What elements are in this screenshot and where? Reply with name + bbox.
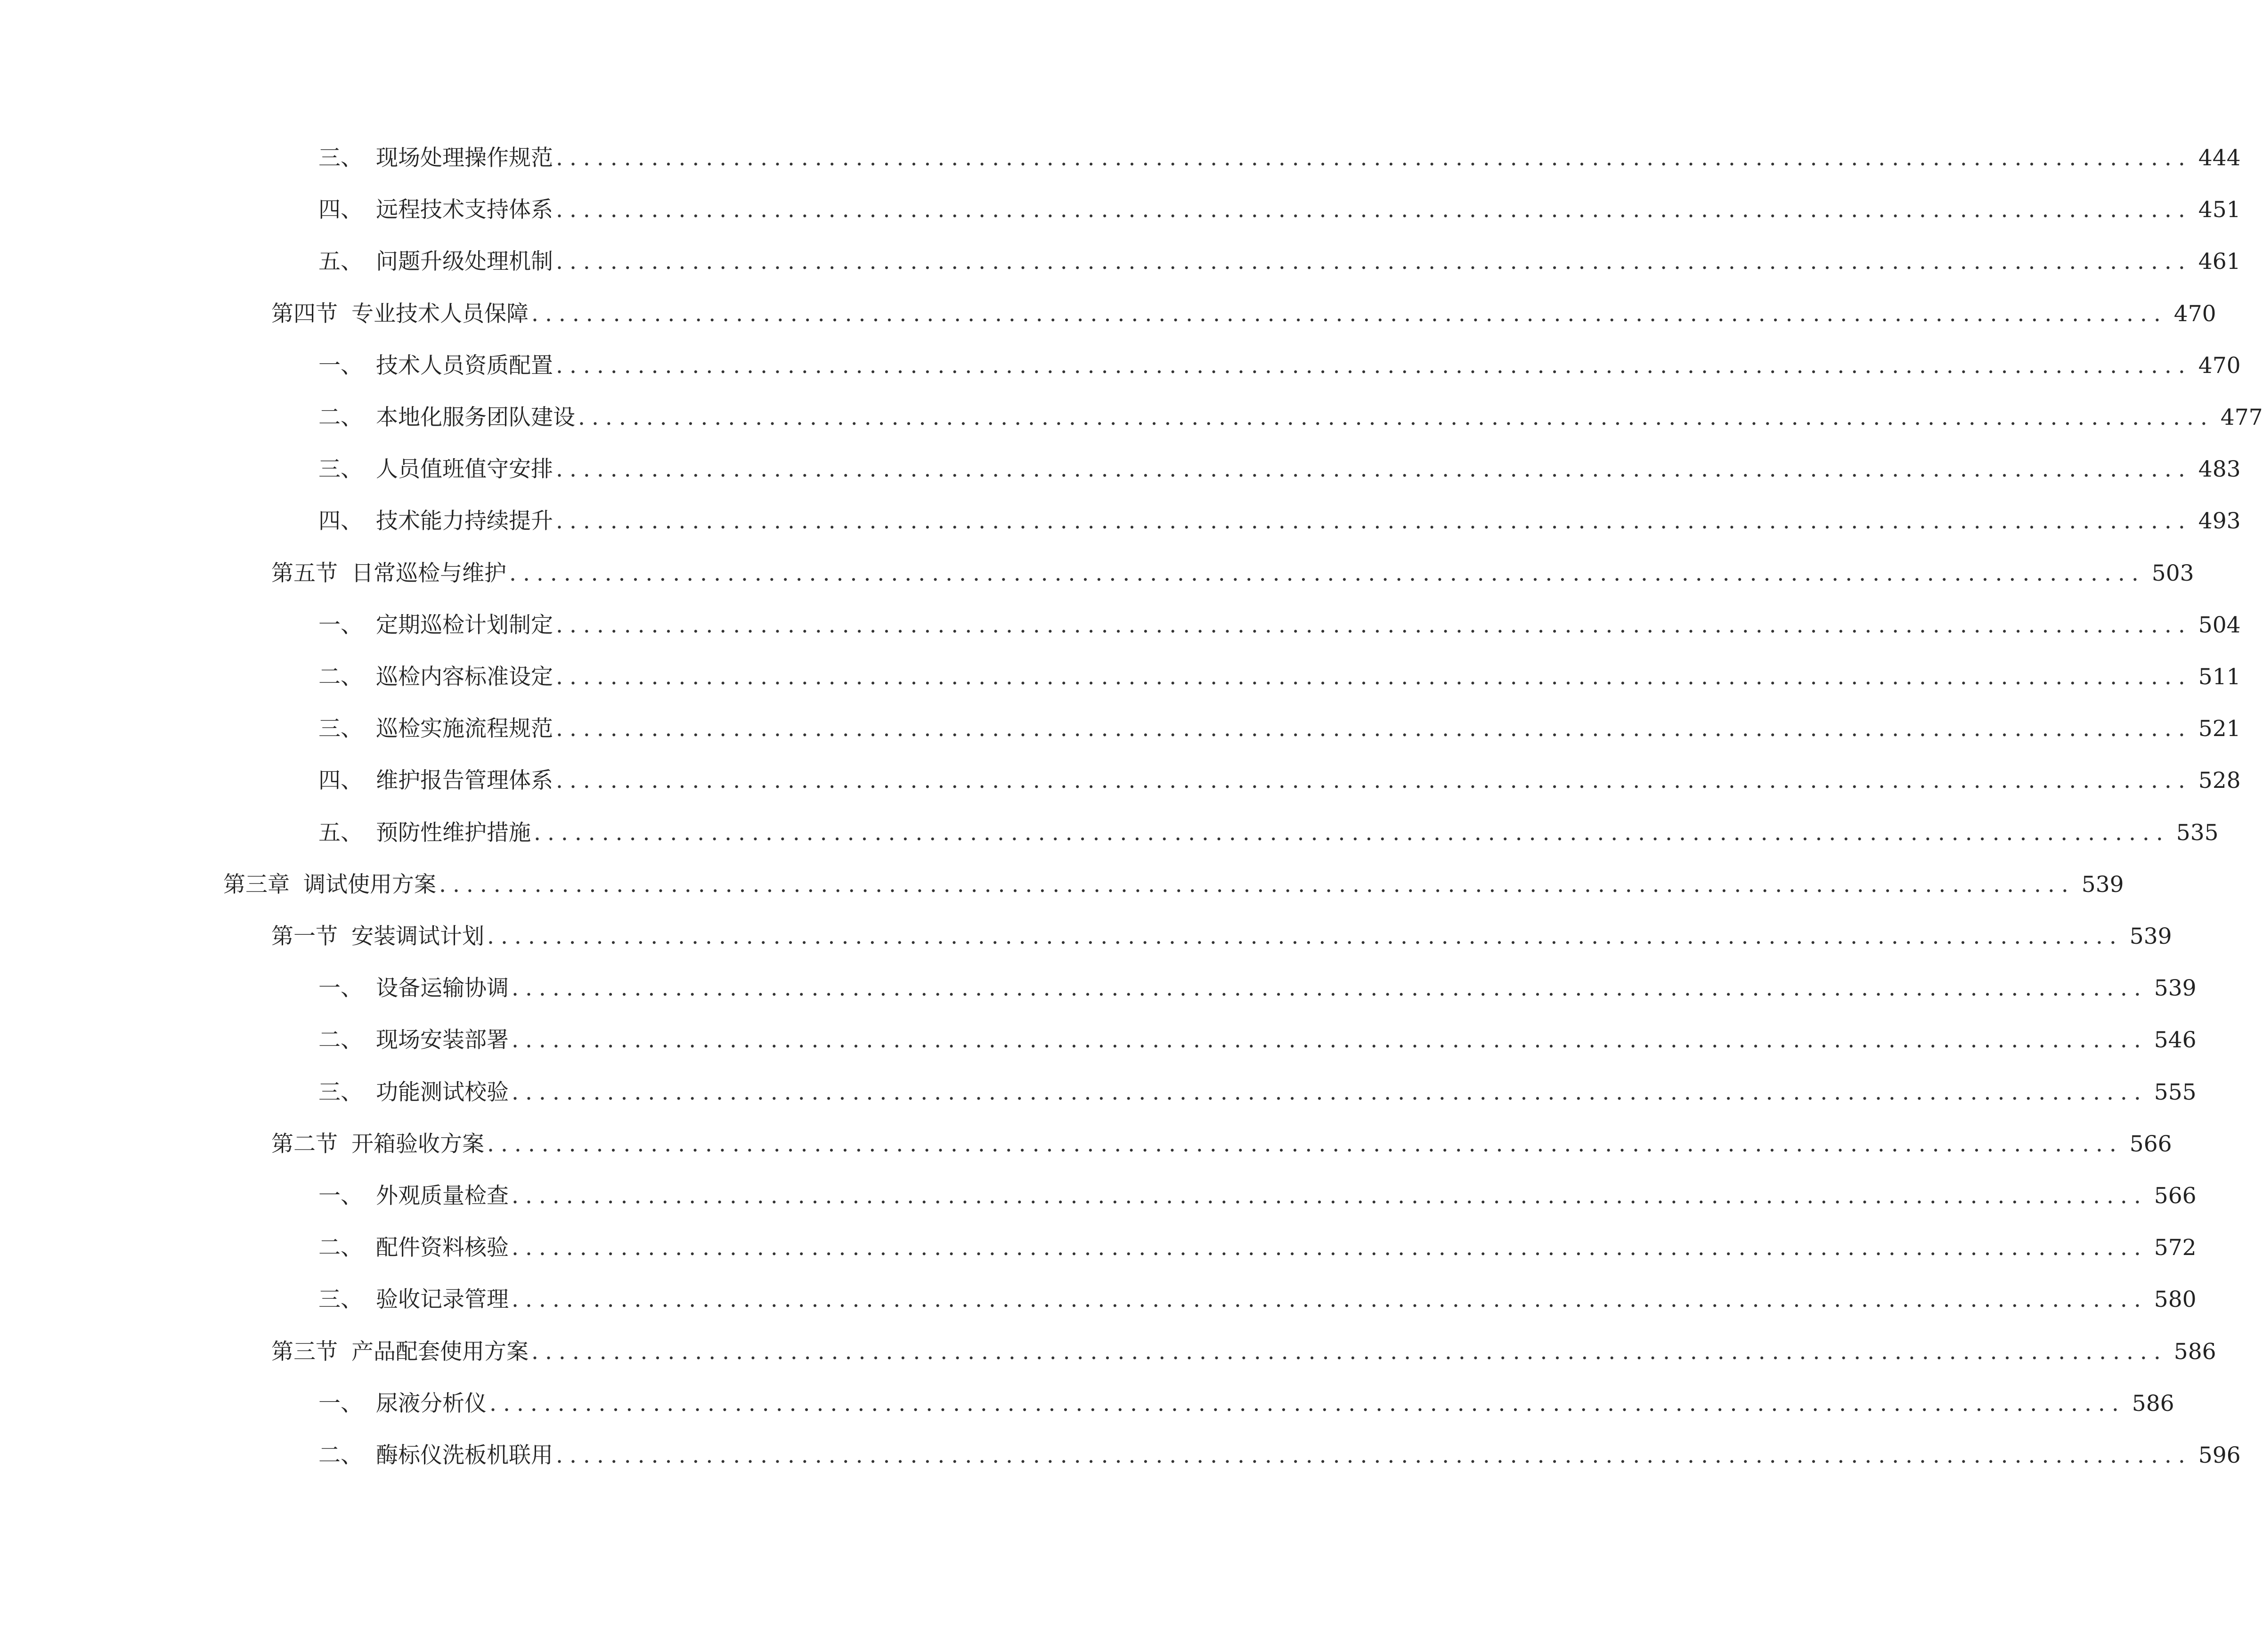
toc-entry-title: 产品配套使用方案: [351, 1339, 529, 1365]
toc-entry-title: 巡检内容标准设定: [376, 664, 553, 690]
toc-entry-title: 人员值班值守安排: [376, 456, 553, 482]
toc-entry-marker: 四、: [318, 197, 363, 223]
toc-entry-item[interactable]: [318, 502, 2241, 540]
toc-entry-marker: 一、: [318, 1183, 363, 1209]
toc-entry-marker: 第一节: [271, 923, 338, 949]
toc-entry-page-number: 503: [2151, 560, 2194, 586]
toc-entry-title: 开箱验收方案: [351, 1131, 484, 1157]
toc-entry-title: 尿液分析仪: [376, 1391, 487, 1417]
toc-entry-section[interactable]: [271, 1126, 2172, 1163]
toc-dot-leader: ........................................................................................................................: [556, 1442, 2192, 1468]
toc-dot-leader: ........................................................................................................................: [512, 1183, 2148, 1209]
toc-entry-chapter[interactable]: [223, 866, 2124, 904]
toc-entry-item[interactable]: [318, 1021, 2197, 1059]
toc-dot-leader: ........................................................................................................................: [531, 1339, 2167, 1365]
toc-entry-page-number: 477: [2220, 405, 2263, 430]
toc-dot-leader: ........................................................................................................................: [556, 612, 2192, 638]
toc-entry-title: 配件资料核验: [376, 1235, 509, 1261]
toc-entry-marker: 一、: [318, 612, 363, 638]
toc-entry-marker: 三、: [318, 456, 363, 482]
toc-entry-page-number: 566: [2154, 1183, 2197, 1209]
toc-entry-page-number: 546: [2154, 1027, 2197, 1053]
toc-entry-title: 现场安装部署: [376, 1027, 509, 1053]
toc-dot-leader: ........................................................................................................................: [556, 716, 2192, 742]
toc-entry-item[interactable]: [318, 1074, 2197, 1111]
toc-entry-title: 巡检实施流程规范: [376, 716, 553, 742]
toc-entry-marker: 三、: [318, 1079, 363, 1105]
toc-dot-leader: ........................................................................................................................: [556, 353, 2192, 379]
toc-entry-section[interactable]: [271, 918, 2172, 956]
toc-entry-marker: 第四节: [271, 301, 338, 327]
toc-entry-marker: 三、: [318, 145, 363, 171]
toc-entry-marker: 第二节: [271, 1131, 338, 1157]
toc-entry-marker: 四、: [318, 768, 363, 794]
toc-entry-item[interactable]: [318, 658, 2241, 696]
toc-entry-item[interactable]: [318, 970, 2197, 1007]
toc-dot-leader: ........................................................................................................................: [512, 1287, 2148, 1312]
toc-entry-marker: 三、: [318, 1287, 363, 1312]
toc-entry-section[interactable]: [271, 295, 2216, 333]
toc-dot-leader: ........................................................................................................................: [512, 1027, 2148, 1053]
toc-entry-item[interactable]: [318, 814, 2219, 852]
toc-entry-section[interactable]: [271, 555, 2194, 592]
toc-entry-title: 问题升级处理机制: [376, 249, 553, 275]
toc-entry-page-number: 504: [2198, 612, 2241, 638]
toc-entry-page-number: 461: [2198, 249, 2241, 275]
toc-dot-leader: ........................................................................................................................: [512, 1235, 2148, 1261]
toc-dot-leader: ........................................................................................................................: [512, 1079, 2148, 1105]
toc-entry-marker: 二、: [318, 1027, 363, 1053]
toc-entry-marker: 五、: [318, 249, 363, 275]
toc-dot-leader: ........................................................................................................................: [556, 249, 2192, 275]
toc-dot-leader: ........................................................................................................................: [509, 560, 2145, 586]
toc-entry-page-number: 493: [2198, 508, 2241, 534]
toc-entry-title: 设备运输协调: [376, 975, 509, 1001]
toc-entry-page-number: 521: [2198, 716, 2241, 742]
toc-entry-title: 功能测试校验: [376, 1079, 509, 1105]
toc-dot-leader: ........................................................................................................................: [578, 405, 2214, 430]
toc-dot-leader: ........................................................................................................................: [531, 301, 2167, 327]
toc-entry-item[interactable]: [318, 1281, 2197, 1319]
toc-entry-page-number: 566: [2129, 1131, 2172, 1157]
toc-dot-leader: ........................................................................................................................: [556, 768, 2192, 794]
toc-entry-page-number: 470: [2173, 301, 2216, 327]
toc-entry-title: 外观质量检查: [376, 1183, 509, 1209]
toc-entry-page-number: 555: [2154, 1079, 2197, 1105]
toc-entry-marker: 第三章: [223, 872, 290, 898]
toc-entry-marker: 第三节: [271, 1339, 338, 1365]
toc-entry-title: 维护报告管理体系: [376, 768, 553, 794]
toc-entry-page-number: 528: [2198, 768, 2241, 794]
toc-entry-item[interactable]: [318, 399, 2263, 437]
toc-entry-page-number: 444: [2198, 145, 2241, 171]
toc-entry-page-number: 470: [2198, 353, 2241, 379]
toc-entry-page-number: 539: [2129, 923, 2172, 949]
toc-entry-title: 技术能力持续提升: [376, 508, 553, 534]
toc-entry-marker: 二、: [318, 664, 363, 690]
toc-entry-page-number: 451: [2198, 197, 2241, 223]
toc-entry-page-number: 580: [2154, 1287, 2197, 1312]
toc-dot-leader: ........................................................................................................................: [556, 145, 2192, 171]
toc-entry-title: 技术人员资质配置: [376, 353, 553, 379]
toc-entry-title: 预防性维护措施: [376, 820, 531, 846]
toc-entry-title: 现场处理操作规范: [376, 145, 553, 171]
toc-entry-marker: 二、: [318, 405, 363, 430]
toc-entry-section[interactable]: [271, 1333, 2216, 1371]
toc-entry-marker: 一、: [318, 353, 363, 379]
toc-entry-item[interactable]: [318, 191, 2241, 229]
toc-entry-marker: 一、: [318, 975, 363, 1001]
toc-entry-page-number: 586: [2132, 1391, 2174, 1417]
toc-entry-page-number: 539: [2154, 975, 2197, 1001]
toc-dot-leader: ........................................................................................................................: [512, 975, 2148, 1001]
toc-entry-marker: 第五节: [271, 560, 338, 586]
toc-entry-page-number: 483: [2198, 456, 2241, 482]
toc-entry-title: 验收记录管理: [376, 1287, 509, 1312]
toc-dot-leader: ........................................................................................................................: [556, 456, 2192, 482]
toc-entry-item[interactable]: [318, 607, 2241, 644]
toc-entry-item[interactable]: [318, 1177, 2197, 1215]
toc-entry-page-number: 586: [2173, 1339, 2216, 1365]
toc-entry-item[interactable]: [318, 762, 2241, 800]
toc-entry-title: 酶标仪洗板机联用: [376, 1442, 553, 1468]
toc-entry-item[interactable]: [318, 243, 2241, 281]
toc-dot-leader: ........................................................................................................................: [487, 923, 2123, 949]
toc-entry-title: 安装调试计划: [351, 923, 484, 949]
toc-entry-page-number: 572: [2154, 1235, 2197, 1261]
toc-dot-leader: ........................................................................................................................: [556, 508, 2192, 534]
toc-entry-marker: 一、: [318, 1391, 363, 1417]
toc-entry-item[interactable]: [318, 710, 2241, 748]
toc-dot-leader: ........................................................................................................................: [489, 1391, 2125, 1417]
toc-entry-page-number: 511: [2198, 664, 2241, 690]
toc-entry-item[interactable]: [318, 347, 2241, 385]
toc-entry-title: 专业技术人员保障: [351, 301, 529, 327]
toc-entry-marker: 二、: [318, 1235, 363, 1261]
toc-dot-leader: ........................................................................................................................: [556, 197, 2192, 223]
toc-dot-leader: ........................................................................................................................: [439, 872, 2075, 898]
toc-entry-title: 调试使用方案: [303, 872, 436, 898]
toc-entry-item[interactable]: [318, 1437, 2241, 1474]
toc-entry-page-number: 535: [2176, 820, 2219, 846]
toc-dot-leader: ........................................................................................................................: [534, 820, 2170, 846]
toc-entry-item[interactable]: [318, 139, 2241, 177]
toc-entry-page-number: 539: [2081, 872, 2124, 898]
toc-entry-title: 远程技术支持体系: [376, 197, 553, 223]
toc-entry-marker: 四、: [318, 508, 363, 534]
toc-entry-marker: 三、: [318, 716, 363, 742]
toc-entry-marker: 五、: [318, 820, 363, 846]
toc-dot-leader: ........................................................................................................................: [487, 1131, 2123, 1157]
toc-entry-item[interactable]: [318, 1229, 2197, 1267]
toc-entry-marker: 二、: [318, 1442, 363, 1468]
toc-entry-title: 定期巡检计划制定: [376, 612, 553, 638]
toc-entry-title: 日常巡检与维护: [351, 560, 506, 586]
toc-dot-leader: ........................................................................................................................: [556, 664, 2192, 690]
toc-entry-item[interactable]: [318, 451, 2241, 488]
toc-entry-item[interactable]: [318, 1385, 2174, 1423]
toc-entry-page-number: 596: [2198, 1442, 2241, 1468]
toc-entry-title: 本地化服务团队建设: [376, 405, 575, 430]
